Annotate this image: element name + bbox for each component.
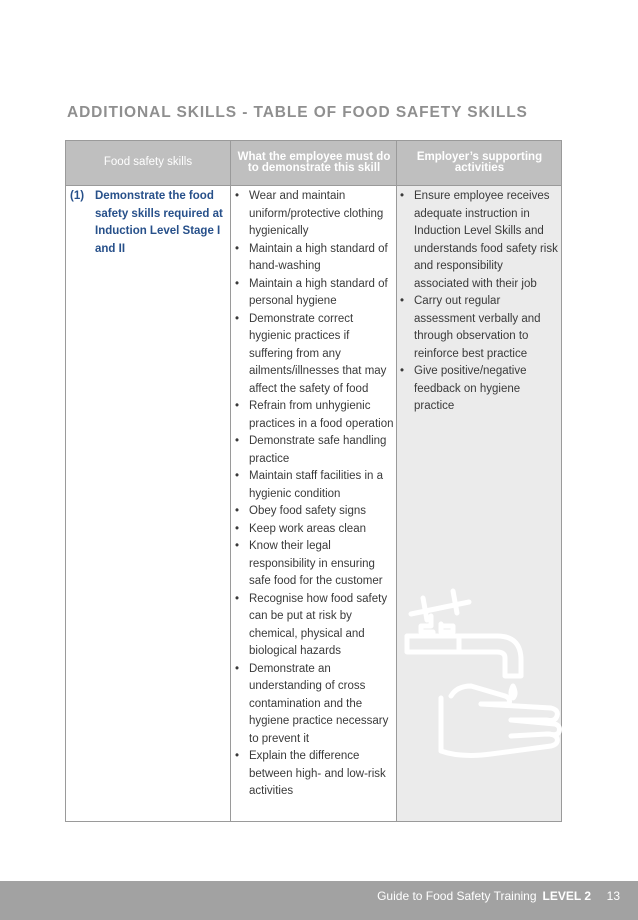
list-item	[235, 468, 395, 503]
table-header-row	[66, 141, 561, 185]
list-item	[400, 188, 558, 293]
tap-and-hand-icon	[401, 586, 576, 771]
bullet-icon: •	[235, 592, 240, 605]
list-item-text: Recognise how food safety can be put at risk by chemical, physical and biological hazards	[249, 592, 388, 657]
bullet-icon: •	[235, 277, 240, 290]
skill-number: (1)	[70, 190, 85, 202]
list-item	[235, 398, 395, 433]
bullet-icon: •	[400, 295, 405, 307]
list-item-text: Maintain a high standard of hand-washing	[249, 242, 388, 272]
bullet-icon: •	[235, 190, 240, 202]
list-item	[400, 293, 558, 363]
list-item	[235, 661, 395, 749]
bullet-icon: •	[235, 312, 240, 325]
list-item-text: Demonstrate correct hygienic practices if suffering from any ailments/illnesses that may affect the safety of food	[249, 312, 387, 395]
list-item	[235, 538, 395, 591]
list-item	[235, 521, 395, 539]
list-item-text: Explain the difference between high- and low-risk activities	[249, 750, 386, 797]
skill-description: Demonstrate the food safety skills required at Induction Level Stage I and II	[95, 190, 223, 255]
bullet-icon: •	[235, 435, 240, 447]
employee-demonstration-list	[235, 188, 395, 801]
list-item-text: Know their legal responsibility in ensuring safe food for the customer	[249, 540, 383, 587]
bullet-icon: •	[235, 522, 240, 535]
header-employee-must-do: What the employee must do to demonstrate this skill	[237, 150, 391, 174]
list-item	[235, 241, 395, 276]
header-divider	[66, 185, 561, 186]
bullet-icon: •	[235, 750, 240, 762]
footer-guide-title	[377, 881, 591, 911]
list-item-text: Obey food safety signs	[249, 505, 366, 517]
bullet-icon: •	[235, 242, 240, 255]
bullet-icon: •	[400, 190, 405, 202]
list-item-text: Wear and maintain uniform/protective clothing hygienically	[249, 190, 384, 237]
bullet-icon: •	[235, 470, 240, 482]
list-item-text: Demonstrate an understanding of cross contamination and the hygiene practice necessary to prevent it	[249, 662, 389, 745]
bullet-icon: •	[235, 505, 240, 517]
footer-level: LEVEL 2	[542, 889, 591, 903]
list-item	[235, 311, 395, 399]
bullet-icon: •	[400, 365, 405, 377]
list-item	[235, 748, 395, 801]
header-employer-activities: Employer’s supporting activities	[416, 150, 543, 174]
list-item-text: Ensure employee receives adequate instruction in Induction Level Skills and understands food safety risk and responsibility associated with their job	[414, 190, 558, 290]
list-item	[235, 503, 395, 521]
bullet-icon: •	[235, 662, 240, 675]
page-title: ADDITIONAL SKILLS - TABLE OF FOOD SAFETY SKILLS	[67, 104, 528, 121]
list-item	[235, 433, 395, 468]
list-item	[235, 276, 395, 311]
list-item	[235, 188, 395, 241]
list-item	[235, 591, 395, 661]
list-item-text: Give positive/negative feedback on hygiene practice	[414, 365, 527, 412]
employer-activities-list	[400, 188, 558, 416]
list-item	[400, 363, 558, 416]
page-footer	[0, 881, 638, 920]
list-item-text: Refrain from unhygienic practices in a food operation	[249, 400, 394, 430]
bullet-icon: •	[235, 400, 240, 412]
page-number: 13	[606, 889, 620, 903]
footer-guide-text: Guide to Food Safety Training	[377, 889, 537, 903]
list-item-text: Keep work areas clean	[249, 522, 366, 535]
column-divider	[396, 141, 397, 821]
list-item-text: Demonstrate safe handling practice	[249, 435, 387, 465]
list-item-text: Carry out regular assessment verbally and through observation to reinforce best practice	[414, 295, 541, 360]
column-divider	[230, 141, 231, 821]
list-item-text: Maintain a high standard of personal hygiene	[249, 277, 388, 307]
list-item-text: Maintain staff facilities in a hygienic condition	[249, 470, 384, 500]
bullet-icon: •	[235, 540, 240, 552]
header-food-safety-skills: Food safety skills	[103, 156, 193, 169]
